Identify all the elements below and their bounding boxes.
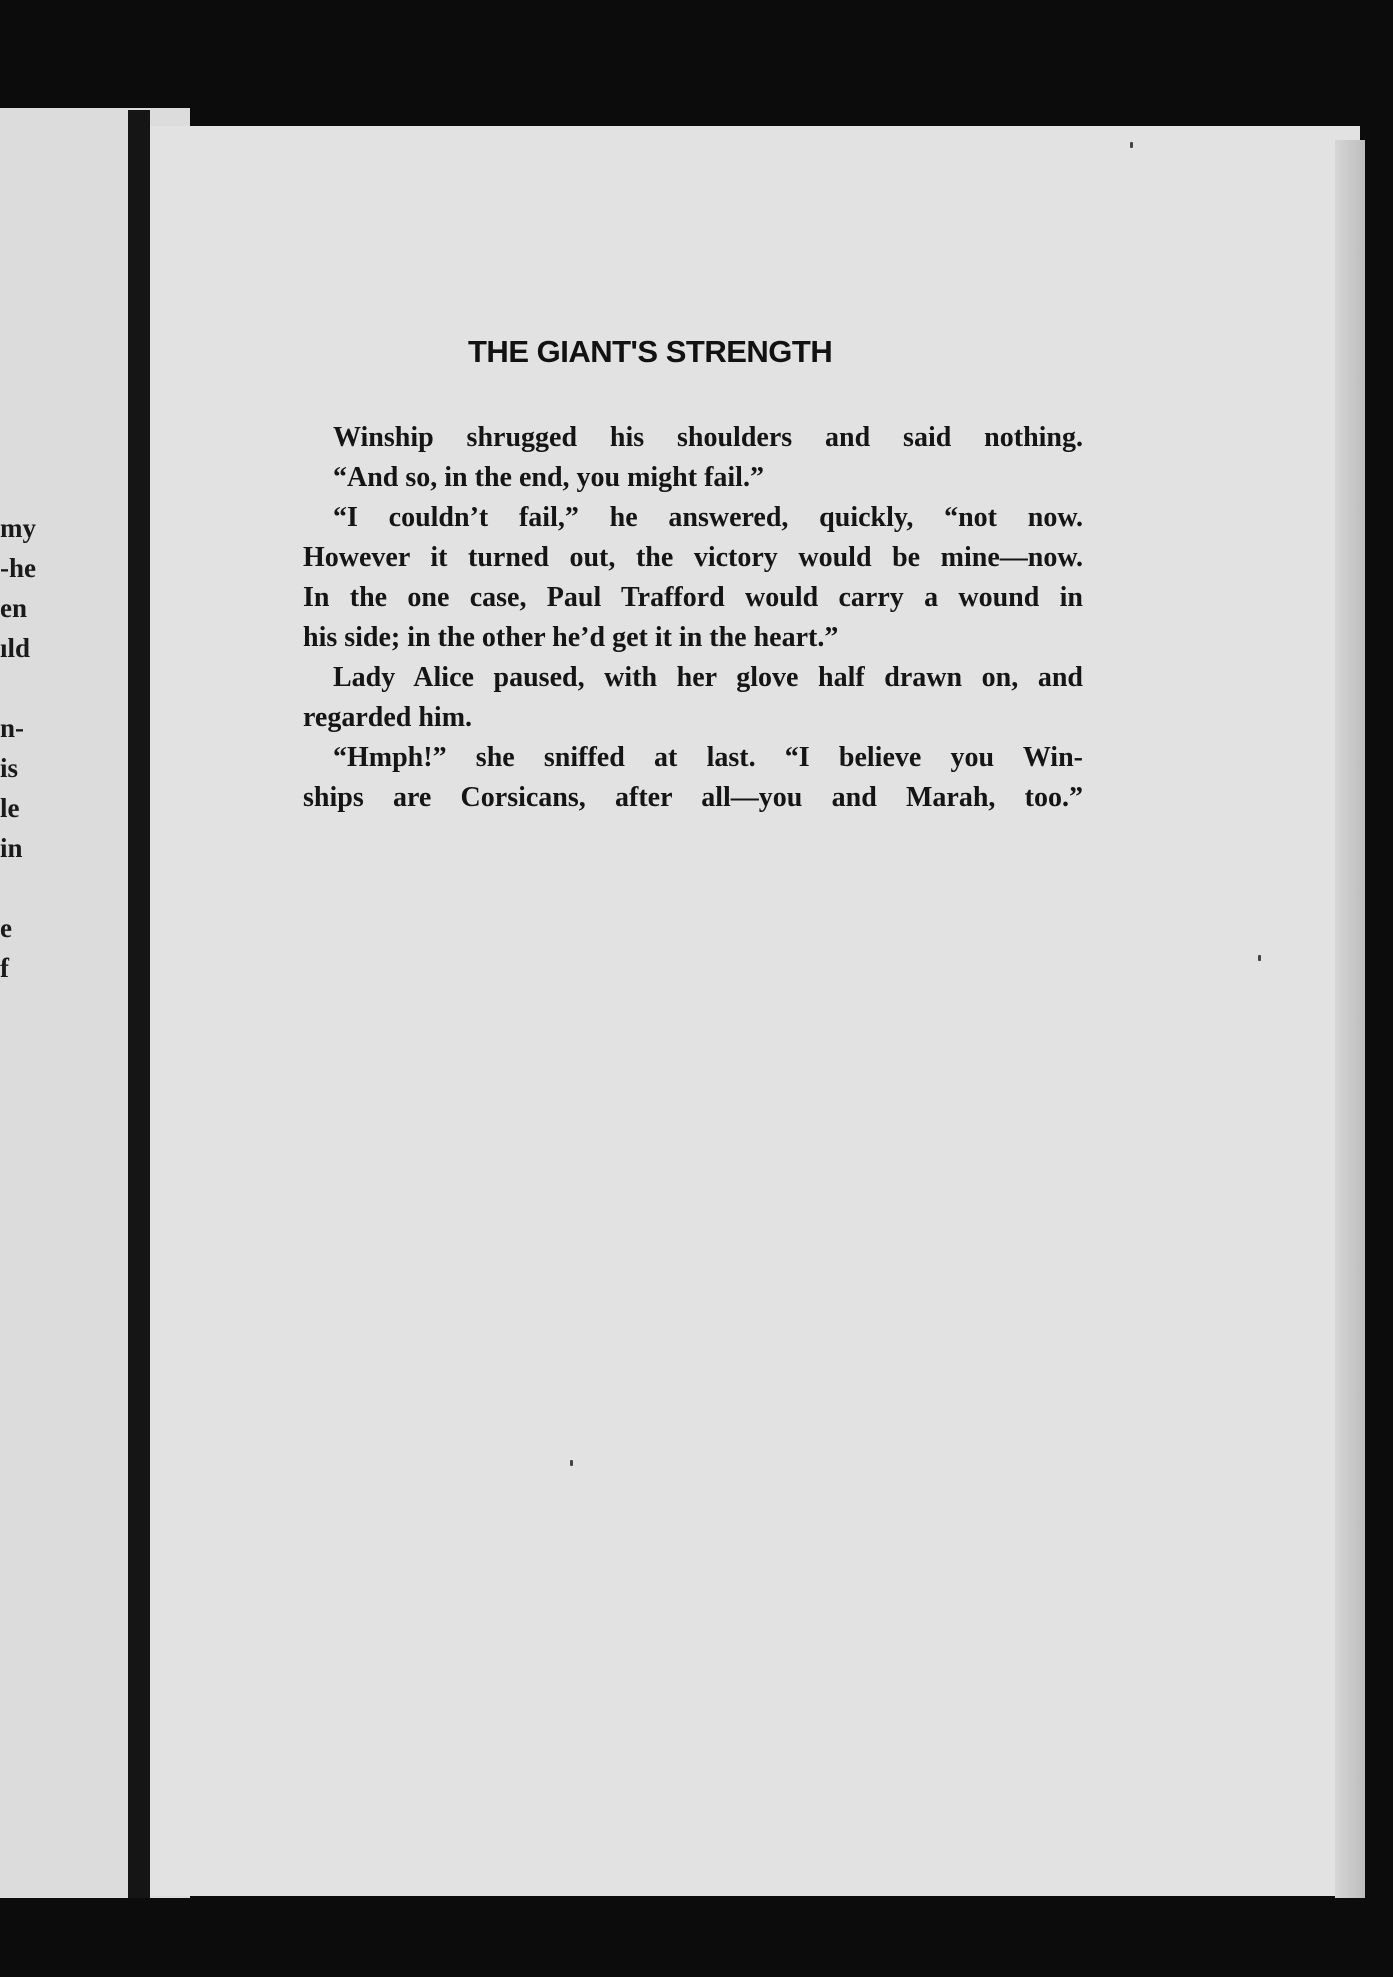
body-text: [303, 418, 1083, 818]
previous-page-fragment: f: [0, 953, 9, 983]
running-head: THE GIANT'S STRENGTH: [468, 334, 833, 369]
text-line: Lady Alice paused, with her glove half drawn on, and: [333, 662, 1083, 693]
previous-page-fragment: [0, 868, 36, 908]
text-line: ships are Corsicans, after all—you and Marah, too.”: [303, 782, 1083, 813]
page-edge: [1335, 140, 1365, 1910]
previous-page-fragments: [0, 508, 36, 988]
previous-page-fragment: [0, 668, 36, 708]
previous-page-fragment: in: [0, 833, 23, 863]
previous-page-fragment: e: [0, 913, 12, 943]
previous-page-fragment: is: [0, 753, 19, 783]
scan-speck: [1258, 955, 1261, 961]
previous-page-fragment: n-: [0, 713, 25, 743]
book-gutter: [128, 110, 150, 1900]
book-page: [150, 126, 1360, 1896]
previous-page-fragment: -he: [0, 553, 36, 583]
text-line: In the one case, Paul Trafford would carry a wound in: [303, 582, 1083, 613]
previous-page-fragment: ıld: [0, 633, 31, 663]
text-line: “And so, in the end, you might fail.”: [333, 462, 764, 493]
scan-bottom-border: [0, 1898, 1393, 1977]
text-line: However it turned out, the victory would be mine—now.: [303, 542, 1083, 573]
previous-page-fragment: en: [0, 593, 27, 623]
text-line: Winship shrugged his shoulders and said nothing.: [333, 422, 1083, 453]
previous-page-fragment: le: [0, 793, 20, 823]
previous-page-fragment: my: [0, 513, 36, 543]
text-line: “Hmph!” she sniffed at last. “I believe you Win-: [333, 742, 1083, 773]
scan-speck: [1130, 142, 1133, 148]
text-line: his side; in the other he’d get it in the heart.”: [303, 622, 839, 653]
text-line: “I couldn’t fail,” he answered, quickly, “not now.: [333, 502, 1083, 533]
scan-speck: [570, 1460, 573, 1466]
text-line: regarded him.: [303, 702, 473, 733]
